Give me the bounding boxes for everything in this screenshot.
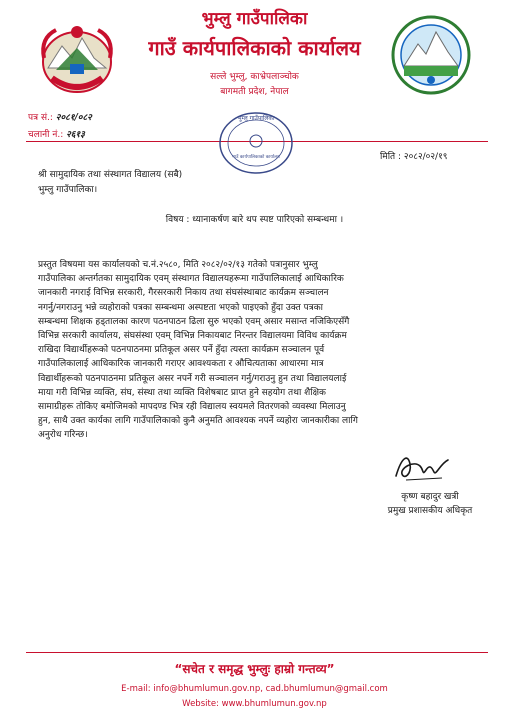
address-line-1: सल्ले भुम्लु, काभ्रेपलाञ्चोक xyxy=(210,72,299,82)
body-line: नगर्नु/नगराउनु भन्ने व्यहोराको पत्रका सम्बन्धमा अस्पष्टता भएको पाइएको हुँदा उक्त पत्रका xyxy=(38,302,323,313)
dispatch-value: २६१३ xyxy=(66,130,85,140)
municipality-name: भुम्लु गाउँपालिका xyxy=(201,9,308,29)
body-line: राखिदा विद्यार्थीहरूको पठनपाठनमा प्रतिकूल असर पर्ने हुँदा त्यस्ता कार्यक्रम सञ्चालन पूर्व xyxy=(38,345,325,356)
footer-website: Website: www.bhumlumun.gov.np xyxy=(182,699,327,709)
signatory-title: प्रमुख प्रशासकीय अधिकृत xyxy=(387,506,473,516)
recipient-line-2: भुम्लु गाउँपालिका। xyxy=(38,185,98,195)
body-line: माया गरी विभिन्न व्यक्ति, संघ, संस्था तथा व्यक्ति विशेषबाट प्राप्त हुने सहयोग तथा शैक्षिक xyxy=(38,387,326,398)
footer-email: E-mail: info@bhumlumun.gov.np, cad.bhumlumun@gmail.com xyxy=(121,684,388,694)
body-line: गाउँपालिकालाई आधिकारिक जानकारी गराएर आवश्यकता र औचित्यताका आधारमा मात्र xyxy=(38,359,324,370)
dispatch-number xyxy=(28,127,85,140)
recipient-line-1: श्री सामुदायिक तथा संस्थागत विद्यालय (सबै) xyxy=(38,170,183,180)
footer-motto: “सचेत र समृद्ध भुम्लुः हाम्रो गन्तव्य” xyxy=(174,662,335,676)
body-line: हुन, साथै उक्त कार्यका लागि गाउँपालिकाको कुनै अनुमति आवश्यक नपर्ने व्यहोरा जानकारीका लागि xyxy=(38,416,358,427)
letter-date: मिति : २०८२/०२/१९ xyxy=(380,152,448,162)
address-line-2: बागमती प्रदेश, नेपाल xyxy=(220,87,289,97)
office-name: गाउँ कार्यपालिकाको कार्यालय xyxy=(148,36,361,60)
stamp-text-bottom: गाउँ कार्यपालिकाको कार्यालय xyxy=(232,155,280,160)
dispatch-label: चलानी नं.: xyxy=(28,130,64,140)
body-line: गाउँपालिका अन्तर्गतका सामुदायिक एवम् संस्थागत विद्यालयहरूमा गाउँपालिकालाई आधिकारिक xyxy=(38,274,344,285)
letter-body xyxy=(38,258,466,443)
nepal-emblem-icon xyxy=(36,18,118,100)
signatory-name: कृष्ण बहादुर खत्री xyxy=(401,492,459,502)
reference-label: पत्र सं.: xyxy=(28,113,53,123)
body-line: विभिन्न सरकारी कार्यालय, संघसंस्था एवम् विभिन्न निकायबाट निरन्तर विद्यालयमा विविध कार्यक्रम xyxy=(38,331,347,342)
municipality-logo-icon xyxy=(390,14,472,96)
stamp-text-top: भुम्लु गाउँपालिका xyxy=(237,115,275,122)
office-stamp xyxy=(216,108,296,178)
letter-subject: विषय : ध्यानाकर्षण बारे थप स्पष्ट पारिएको सम्बन्धमा । xyxy=(165,215,344,225)
body-line: अनुरोध गरिन्छ। xyxy=(38,430,88,441)
reference-number xyxy=(28,110,92,123)
body-line: सामाग्रीहरू तोकिए बमोजिमको मापदण्ड भित्र रही विद्यालय स्वयमले वितरणको व्यवस्था मिलाउनु xyxy=(38,402,346,413)
footer-divider xyxy=(26,652,488,653)
body-line: जानकारी नगराई विभिन्न सरकारी, गैरसरकारी निकाय तथा संघसंस्थाबाट कार्यक्रम सञ्चालन xyxy=(38,288,329,299)
body-line: प्रस्तुत विषयमा यस कार्यालयको च.नं.२५८०, मिति २०८२/०२/१३ गतेको पत्रानुसार भुम्लु xyxy=(38,260,318,270)
signatory xyxy=(370,490,490,518)
body-line: विद्यार्थीहरूको पठनपाठनमा प्रतिकूल असर नपर्ने गरी सञ्चालन गर्नु/गराउनु हुन तथा विद्यालयलाई xyxy=(38,373,347,384)
signature-mark xyxy=(392,450,452,484)
body-line: सम्बन्धमा शिक्षक हड्तालका कारण पठनपाठन ढिला सुरु भएको एवम् असार मसान्त नजिकिएसँगै xyxy=(38,316,350,327)
reference-value: २०८१/०८२ xyxy=(55,113,92,123)
